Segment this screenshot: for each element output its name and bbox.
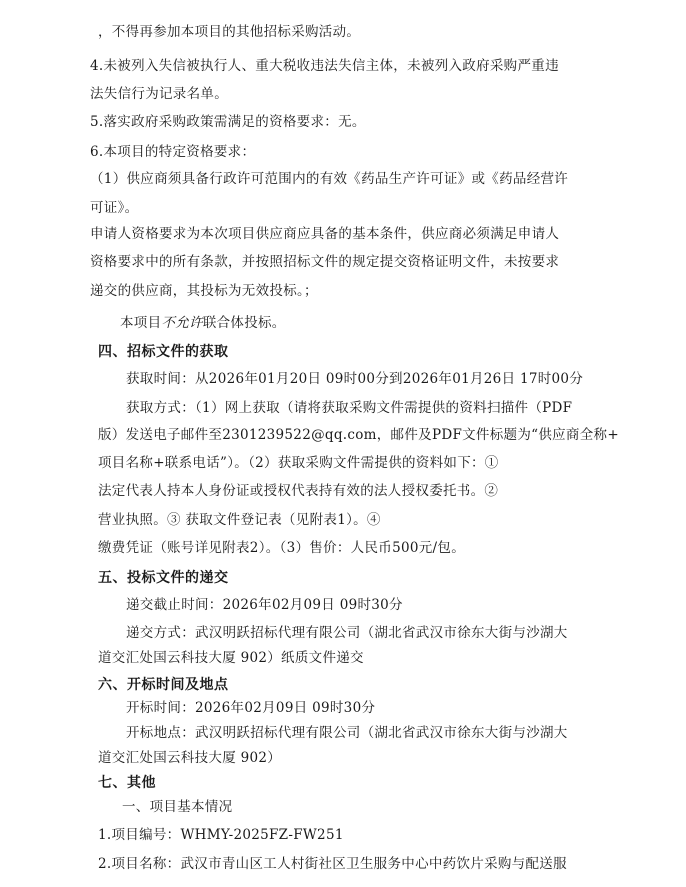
text-line: 道交汇处国云科技大厦 902）纸质文件递交: [98, 650, 364, 666]
text-line: 6.本项目的特定资格要求：: [90, 144, 256, 160]
section-heading: 五、投标文件的递交: [98, 570, 229, 586]
section-heading: 六、开标时间及地点: [98, 677, 229, 693]
text-line: 版）发送电子邮件至2301239522@qq.com，邮件及PDF文件标题为“供应商全称+: [98, 427, 619, 443]
text-line: 法失信行为记录名单。: [90, 86, 228, 102]
section-heading: 七、其他: [98, 775, 156, 791]
text-line: （1）供应商须具备行政许可范围内的有效《药品生产许可证》或《药品经营许: [90, 171, 569, 187]
text-line: 申请人资格要求为本次项目供应商应具备的基本条件，供应商必须满足申请人: [90, 226, 560, 242]
consortium-line: [120, 313, 286, 333]
text-line: 5.落实政府采购政策需满足的资格要求：无。: [90, 114, 366, 130]
text-line: 4.未被列入失信被执行人、重大税收违法失信主体，未被列入政府采购严重违: [90, 58, 559, 74]
text-line: 获取方式：（1）网上获取（请将获取采购文件需提供的资料扫描件（PDF: [126, 400, 573, 416]
text-line: 项目名称+联系电话”）。（2）获取采购文件需提供的资料如下：①: [98, 455, 499, 471]
opening-time: 开标时间：2026年02月09日 09时30分: [126, 700, 376, 716]
text-line: 道交汇处国云科技大厦 902）: [98, 750, 282, 766]
consortium-emphasis: 不允许: [161, 315, 203, 331]
consortium-suffix: 联合体投标。: [202, 315, 286, 331]
text-line: 法定代表人持本人身份证或授权代表持有效的法人授权委托书。②: [98, 483, 499, 499]
project-name: 2.项目名称：武汉市青山区工人村街社区卫生服务中心中药饮片采购与配送服: [98, 856, 567, 872]
section-heading: 四、招标文件的获取: [98, 344, 229, 360]
text-line: 递交的供应商，其投标为无效投标。；: [90, 283, 318, 299]
text-line: 营业执照。③ 获取文件登记表（见附表1）。④: [98, 512, 381, 528]
project-number: 1.项目编号：WHMY-2025FZ-FW251: [98, 827, 344, 843]
text-line: 缴费凭证（账号详见附表2）。（3）售价：人民币500元/包。: [98, 540, 465, 556]
subsection-heading: 一、项目基本情况: [122, 799, 233, 815]
text-line: 开标地点：武汉明跃招标代理有限公司（湖北省武汉市徐东大街与沙湖大: [126, 725, 568, 741]
text-line: 可证》。: [90, 200, 139, 216]
text-line: 递交方式：武汉明跃招标代理有限公司（湖北省武汉市徐东大街与沙湖大: [126, 625, 568, 641]
text-line: 资格要求中的所有条款，并按照招标文件的规定提交资格证明文件，未按要求: [90, 254, 560, 270]
text-line: ，不得再参加本项目的其他招标采购活动。: [98, 24, 361, 40]
submit-deadline: 递交截止时间：2026年02月09日 09时30分: [126, 597, 403, 613]
acquire-time: 获取时间：从2026年01月20日 09时00分到2026年01月26日 17时00分: [126, 371, 584, 387]
consortium-prefix: 本项目: [120, 315, 162, 331]
